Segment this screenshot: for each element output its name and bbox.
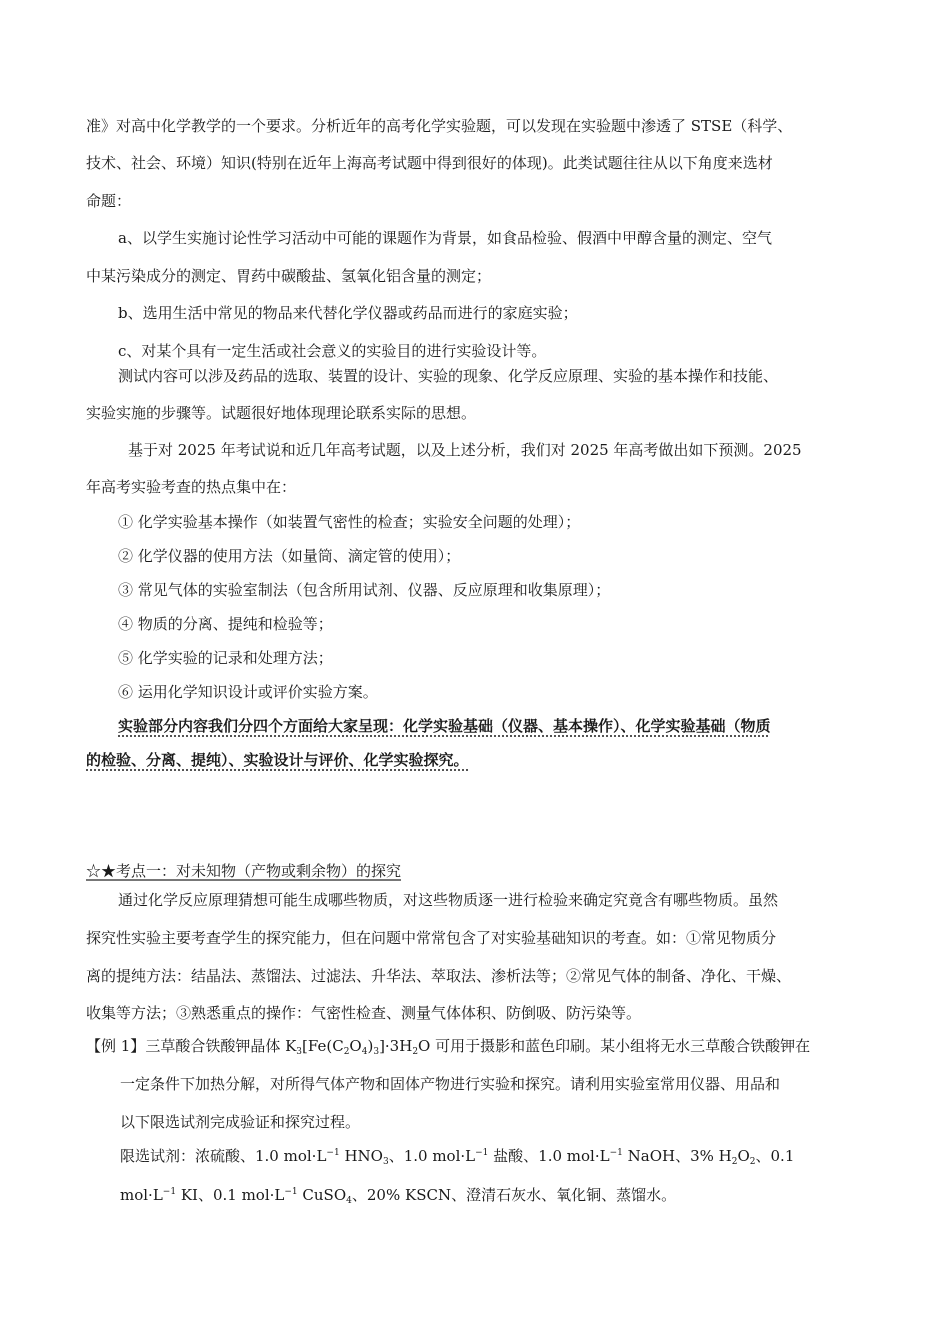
example-line-2: 一定条件下加热分解，对所得气体产物和固体产物进行实验和探究。请利用实验室常用仪器、用品和 [120,1075,781,1093]
angle-a-line-2: 中某污染成分的测定、胃药中碳酸盐、氢氧化铝含量的测定； [86,267,492,285]
topic-para-line-1: 通过化学反应原理猜想可能生成哪些物质，对这些物质逐一进行检验来确定究竟含有哪些物质。虽然 [118,891,779,909]
angle-b: b、选用生活中常见的物品来代替化学仪器或药品而进行的家庭实验； [118,304,578,322]
reagents-line-2: $mol\cdot L^{-1}$ KI、0.1 $mol\cdot L^{-1}$ CuSO$_4$、20% KSCN、澄清石灰水、氧化铜、蒸馏水。 [120,1186,677,1206]
content-line-2: 实验实施的步骤等。试题很好地体现理论联系实际的思想。 [86,404,477,422]
summary-line-2: 的检验、分离、提纯）、实验设计与评价、化学实验探究。 [86,751,469,769]
intro-line-1: 准》对高中化学教学的一个要求。分析近年的高考化学实验题，可以发现在实验题中渗透了 STSE（科学、 [86,117,793,135]
hotspot-2: ② 化学仪器的使用方法（如量筒、滴定管的使用）； [118,547,461,565]
content-line-1: 测试内容可以涉及药品的选取、装置的设计、实验的现象、化学反应原理、实验的基本操作和技能、 [118,367,779,385]
reagents-line-1: 限选试剂：浓硫酸、1.0 $mol\cdot L^{-1}$ $HNO_3$、1.0 $mol\cdot L^{-1}$ 盐酸、1.0 $mol\cdot L^{-1}$ NaOH、3% $H_2O_2$、0.1 [120,1147,795,1167]
summary-line-1: 实验部分内容我们分四个方面给大家呈现：化学实验基础（仪器、基本操作）、化学实验基础（物质 [118,717,771,735]
angle-a-line-1: a、以学生实施讨论性学习活动中可能的课题作为背景，如食品检验、假酒中甲醇含量的测定、空气 [118,229,772,247]
topic-para-line-3: 离的提纯方法：结晶法、蒸馏法、过滤法、升华法、萃取法、渗析法等；②常见气体的制备、净化、干燥、 [86,967,792,985]
hotspot-5: ⑤ 化学实验的记录和处理方法； [118,649,333,667]
topic-heading: ☆★考点一：对未知物（产物或剩余物）的探究 [86,862,402,880]
hotspot-6: ⑥ 运用化学知识设计或评价实验方案。 [118,683,378,701]
forecast-line-1: 基于对 2025 年考试说和近几年高考试题，以及上述分析，我们对 2025 年高考做出如下预测。2025 [128,441,802,459]
intro-line-2: 技术、社会、环境）知识(特别在近年上海高考试题中得到很好的体现)。此类试题往往从以下角度来选材 [86,154,773,172]
topic-para-line-4: 收集等方法；③熟悉重点的操作：气密性检查、测量气体体积、防倒吸、防污染等。 [86,1004,642,1022]
example-label: 【例 1】 [86,1037,146,1055]
forecast-line-2: 年高考实验考查的热点集中在： [86,478,297,496]
example-line-3: 以下限选试剂完成验证和探究过程。 [120,1113,361,1131]
example-line-1: 【例 1】三草酸合铁酸钾晶体 $K_3[Fe(C_2O_4)_3]\cdot 3H_2O$ 可用于摄影和蓝色印刷。某小组将无水三草酸合铁酸钾在 [86,1037,811,1057]
hotspot-1: ① 化学实验基本操作（如装置气密性的检查；实验安全问题的处理）； [118,513,581,531]
angle-c: c、对某个具有一定生活或社会意义的实验目的进行实验设计等。 [118,342,547,360]
hotspot-4: ④ 物质的分离、提纯和检验等； [118,615,333,633]
intro-line-3: 命题： [86,192,132,210]
topic-para-line-2: 探究性实验主要考查学生的探究能力，但在问题中常常包含了对实验基础知识的考查。如：①常见物质分 [86,929,777,947]
hotspot-3: ③ 常见气体的实验室制法（包含所用试剂、仪器、反应原理和收集原理）； [118,581,611,599]
